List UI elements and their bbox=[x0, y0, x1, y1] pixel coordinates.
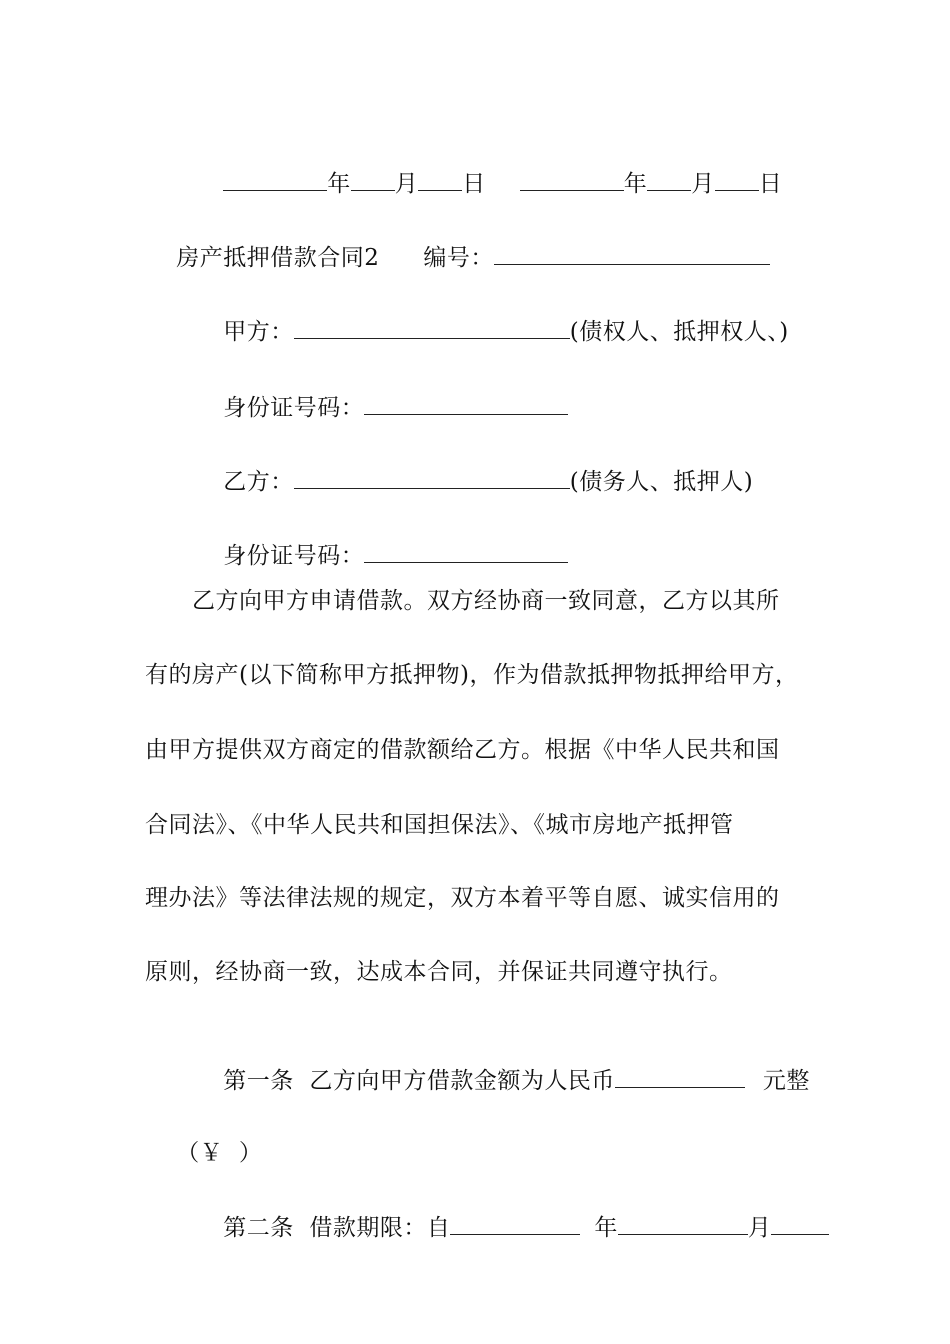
article-1-unit: 元整 bbox=[762, 1068, 810, 1094]
number-label: 编号： bbox=[423, 245, 494, 271]
paragraph-line: 理办法》等法律法规的规定，双方本着平等自愿、诚实信用的 bbox=[145, 885, 780, 911]
month-label-1: 月 bbox=[394, 171, 419, 197]
party-a-blank bbox=[294, 316, 570, 339]
number-blank bbox=[494, 242, 770, 265]
start-month-blank bbox=[618, 1212, 748, 1235]
contract-title: 房产抵押借款合同2 bbox=[176, 245, 380, 271]
article-2-text: 第二条 借款期限：自 bbox=[223, 1215, 451, 1241]
paragraph-line: 合同法》、《中华人民共和国担保法》、《城市房地产抵押管 bbox=[145, 812, 734, 838]
day-blank-1 bbox=[418, 168, 462, 191]
party-b-blank bbox=[294, 466, 570, 489]
year-blank-1 bbox=[223, 168, 327, 191]
currency-paren: （￥ ） bbox=[176, 1140, 263, 1166]
year-label-1: 年 bbox=[327, 171, 351, 197]
day-label-1: 日 bbox=[462, 171, 486, 197]
party-a-label: 甲方： bbox=[223, 319, 294, 345]
paragraph-line: 由甲方提供双方商定的借款额给乙方。根据《中华人民共和国 bbox=[145, 737, 780, 763]
paragraph-line: 原则，经协商一致，达成本合同，并保证共同遵守执行。 bbox=[145, 959, 733, 985]
year-blank-2 bbox=[520, 168, 624, 191]
party-b-label: 乙方： bbox=[223, 469, 294, 495]
start-year-blank bbox=[450, 1212, 580, 1235]
month-blank-2 bbox=[647, 168, 691, 191]
start-day-blank bbox=[771, 1212, 829, 1235]
year-label-2: 年 bbox=[623, 171, 648, 197]
paragraph-line: 有的房产(以下简称甲方抵押物)，作为借款抵押物抵押给甲方， bbox=[145, 662, 799, 688]
article-2-line bbox=[192, 1182, 829, 1273]
id-blank-1 bbox=[364, 392, 568, 415]
party-a-role: (债权人、抵押权人、) bbox=[569, 319, 789, 345]
id-blank-2 bbox=[364, 540, 568, 563]
amount-blank bbox=[615, 1065, 745, 1088]
article-1-text: 第一条 乙方向甲方借款金额为人民币 bbox=[223, 1068, 615, 1094]
day-label-2: 日 bbox=[758, 171, 783, 197]
party-b-role: (债务人、抵押人) bbox=[569, 469, 754, 495]
id-label-2: 身份证号码： bbox=[223, 543, 365, 569]
month-blank-1 bbox=[351, 168, 395, 191]
paragraph-line: 乙方向甲方申请借款。双方经协商一致同意，乙方以其所 bbox=[192, 588, 780, 614]
month-label-2: 月 bbox=[691, 171, 715, 197]
day-blank-2 bbox=[715, 168, 759, 191]
article-2-month: 月 bbox=[747, 1215, 772, 1241]
id-label-1: 身份证号码： bbox=[223, 395, 365, 421]
article-1-line bbox=[192, 1035, 810, 1126]
article-2-year: 年 bbox=[594, 1215, 618, 1241]
